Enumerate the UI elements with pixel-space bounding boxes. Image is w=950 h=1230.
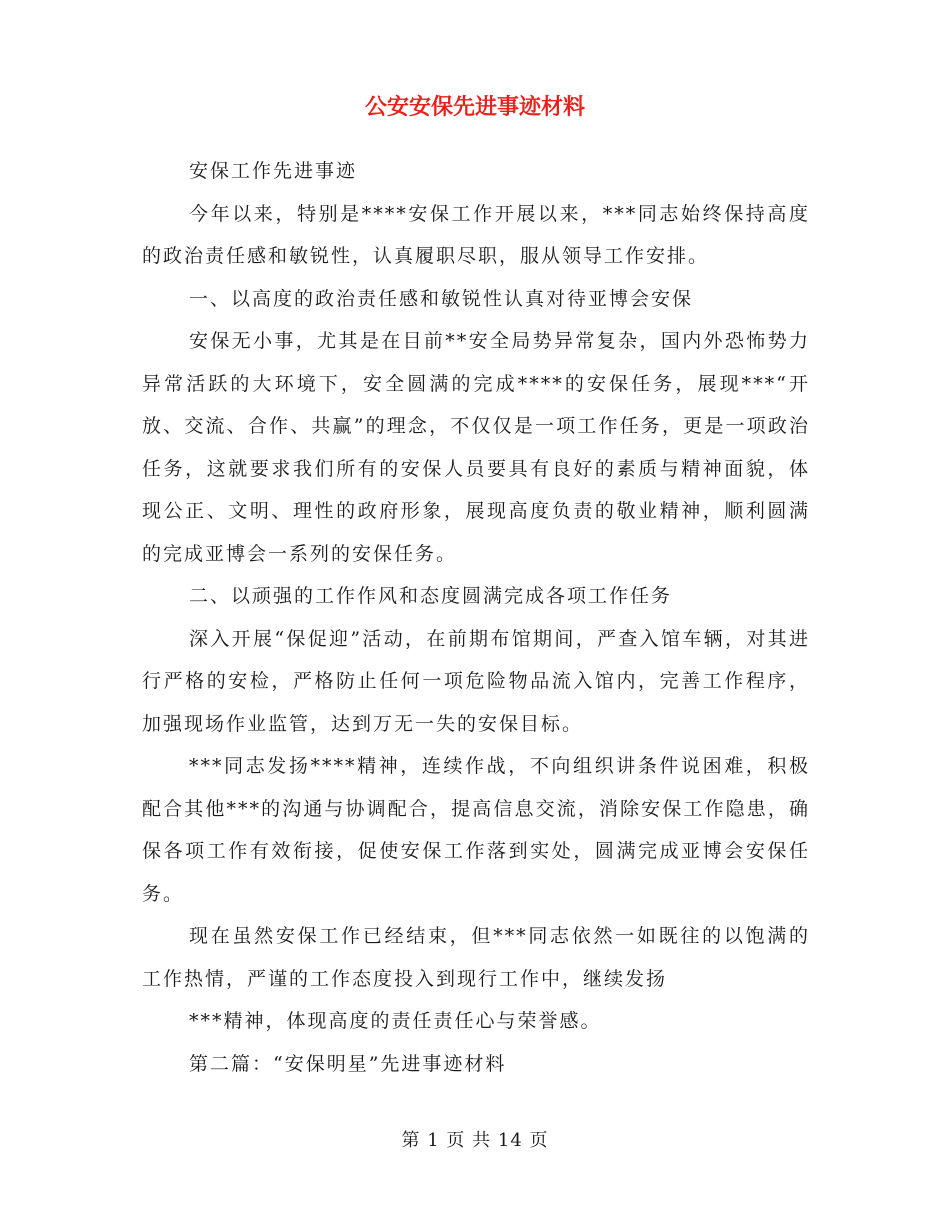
paragraph-conclusion: 现在虽然安保工作已经结束，但***同志依然一如既往的以饱满的工作热情，严谨的工作态度投入到现行工作中，继续发扬	[142, 925, 810, 990]
paragraph-section-1: 安保无小事，尤其是在目前**安全局势异常复杂，国内外恐怖势力异常活跃的大环境下，安全圆满的完成****的安保任务，展现***“开放、交流、合作、共赢”的理念，不仅仅是一项工作任务，更是一项政治任务，这就要求我们所有的安保人员要具有良好的素质与精神面貌，体现公正、文明、理性的政府形象，展现高度负责的敬业精神，顺利圆满的完成亚博会一系列的安保任务。	[142, 330, 810, 565]
document-body	[142, 150, 810, 1085]
paragraph-intro: 今年以来，特别是****安保工作开展以来，***同志始终保持高度的政治责任感和敏锐性，认真履职尽职，服从领导工作安排。	[142, 202, 810, 267]
paragraph-section-2a: 深入开展“保促迎”活动，在前期布馆期间，严查入馆车辆，对其进行严格的安检，严格防止任何一项危险物品流入馆内，完善工作程序，加强现场作业监管，达到万无一失的安保目标。	[142, 627, 810, 735]
paragraph-section-2b: ***同志发扬****精神，连续作战，不向组织讲条件说困难，积极配合其他***的沟通与协调配合，提高信息交流，消除安保工作隐患，确保各项工作有效衔接，促使安保工作落到实处，圆满完成亚博会安保任务。	[142, 755, 810, 905]
paragraph-conclusion-end: ***精神，体现高度的责任责任心与荣誉感。	[189, 1010, 602, 1032]
footer-page-number: 1	[427, 1130, 440, 1151]
document-title: 公安安保先进事迹材料	[364, 95, 585, 120]
paragraph-subtitle: 安保工作先进事迹	[189, 160, 358, 182]
footer-total-pages: 14	[497, 1130, 523, 1151]
footer-middle: 页 共	[446, 1130, 492, 1151]
section-heading-2: 二、以顽强的工作作风和态度圆满完成各项工作任务	[189, 585, 673, 607]
next-article-heading: 第二篇：“安保明星”先进事迹材料	[189, 1052, 507, 1075]
section-heading-1: 一、以高度的政治责任感和敏锐性认真对待亚博会安保	[189, 287, 694, 310]
page-footer	[0, 1126, 950, 1156]
footer-suffix: 页	[529, 1130, 549, 1151]
footer-prefix: 第	[401, 1130, 421, 1151]
